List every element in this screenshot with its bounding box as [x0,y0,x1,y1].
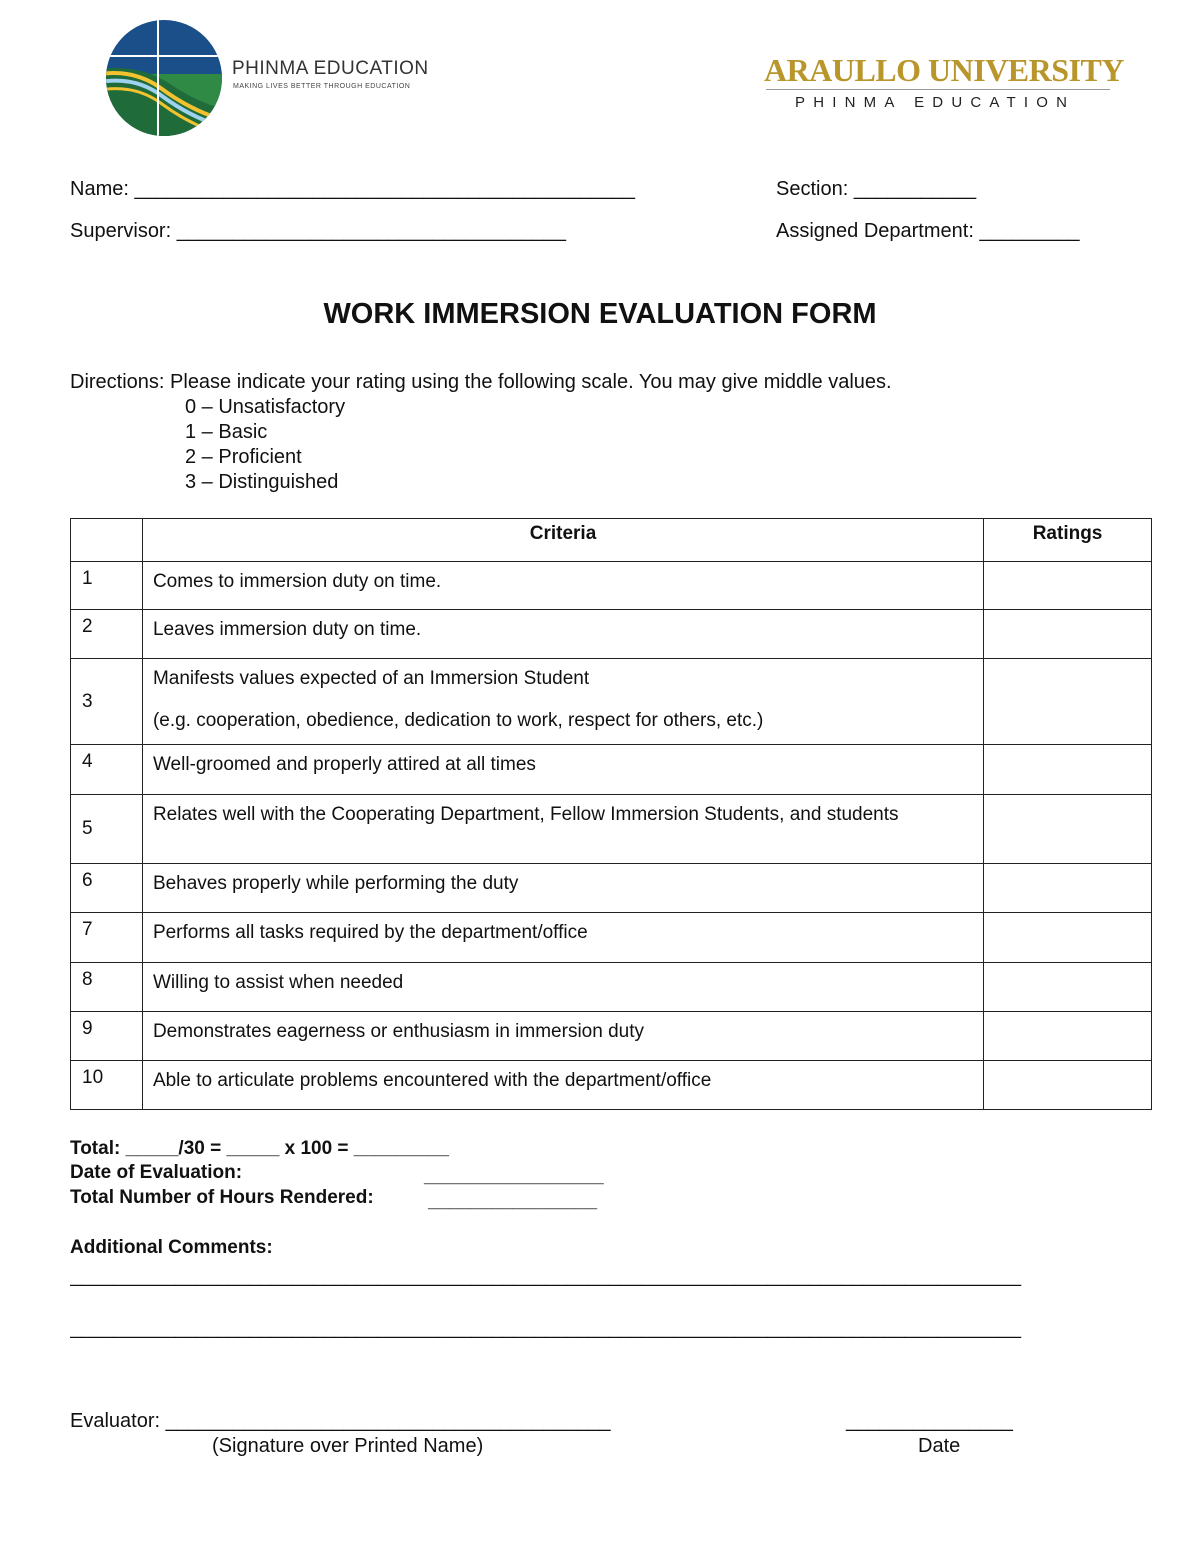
rating-cell[interactable] [984,610,1152,659]
form-title: WORK IMMERSION EVALUATION FORM [323,298,877,330]
date-caption: Date [918,1435,961,1457]
row-number: 9 [71,1012,143,1061]
row-number: 3 [71,659,143,745]
rating-cell[interactable] [984,1061,1152,1110]
criteria-cell: Behaves properly while performing the duty [142,864,983,913]
evaluator-signature-field[interactable]: Evaluator: ________________________________________ [70,1410,611,1432]
signature-caption: (Signature over Printed Name) [212,1435,484,1457]
directions-text: Directions: Please indicate your rating using the following scale. You may give middle values. [70,371,892,393]
rating-cell[interactable] [984,795,1152,864]
criteria-cell: Demonstrates eagerness or enthusiasm in immersion duty [142,1012,983,1061]
section-field[interactable]: Section: ___________ [776,178,977,200]
table-row [71,864,1152,913]
phinma-globe-icon [100,14,225,139]
araullo-logo-subtitle: PHINMA EDUCATION [795,94,1076,111]
rating-cell[interactable] [984,864,1152,913]
hours-rendered-label: Total Number of Hours Rendered: [70,1187,374,1208]
row-number: 7 [71,913,143,963]
table-row [71,610,1152,659]
row-number: 8 [71,963,143,1012]
header-criteria: Criteria [142,519,983,562]
header-number [71,519,143,562]
table-row [71,913,1152,963]
araullo-logo-divider [766,89,1110,90]
date-of-evaluation-field[interactable]: _________________ [424,1166,604,1187]
rating-cell[interactable] [984,1012,1152,1061]
evaluation-table [70,518,1152,1110]
scale-item: 2 – Proficient [185,446,302,468]
criteria-text: Manifests values expected of an Immersion Student [152,668,590,689]
rating-cell[interactable] [984,745,1152,795]
rating-scale [185,395,345,495]
name-field[interactable]: Name: _____________________________________________ [70,178,635,200]
araullo-university-logo: ARAULLO UNIVERSITY [764,52,1124,88]
table-header-row [71,519,1152,562]
supervisor-field[interactable]: Supervisor: ___________________________________ [70,220,567,242]
table-row [71,562,1152,610]
row-number: 6 [71,864,143,913]
scale-item: 3 – Distinguished [185,471,339,493]
additional-comments-label: Additional Comments: [70,1237,273,1258]
row-number: 10 [71,1061,143,1110]
rating-cell[interactable] [984,913,1152,963]
phinma-logo-text: PHINMA EDUCATION [232,58,429,79]
criteria-cell: Performs all tasks required by the department/office [142,913,983,963]
criteria-cell: Relates well with the Cooperating Department, Fellow Immersion Students, and students [142,795,983,864]
row-number: 2 [71,610,143,659]
hours-rendered-field[interactable]: ________________ [428,1191,598,1212]
assigned-department-field[interactable]: Assigned Department: _________ [776,220,1080,242]
rating-cell[interactable] [984,659,1152,745]
criteria-cell: Willing to assist when needed [142,963,983,1012]
table-row [71,1061,1152,1110]
scale-item: 0 – Unsatisfactory [185,396,346,418]
table-row [71,1012,1152,1061]
criteria-cell: Comes to immersion duty on time. [142,562,983,610]
header-ratings: Ratings [984,519,1152,562]
rating-cell[interactable] [984,963,1152,1012]
criteria-example-text: (e.g. cooperation, obedience, dedication to work, respect for others, etc.) [152,710,764,731]
evaluation-date-field[interactable]: _______________ [846,1410,1013,1432]
table-row [71,795,1152,864]
criteria-cell: Well-groomed and properly attired at all times [142,745,983,795]
row-number: 1 [71,562,143,610]
table-row [71,659,1152,745]
comment-line[interactable]: __________________________________________________________________________________________ [70,1266,1022,1287]
table-row [71,745,1152,795]
criteria-cell [142,659,983,745]
row-number: 4 [71,745,143,795]
table-row [71,963,1152,1012]
phinma-tagline: MAKING LIVES BETTER THROUGH EDUCATION [233,83,411,90]
criteria-cell: Able to articulate problems encountered with the department/office [142,1061,983,1110]
date-of-evaluation-label: Date of Evaluation: [70,1162,243,1183]
criteria-cell: Leaves immersion duty on time. [142,610,983,659]
row-number: 5 [71,795,143,864]
scale-item: 1 – Basic [185,421,268,443]
total-score-field[interactable]: Total: _____/30 = _____ x 100 = _________ [70,1138,449,1159]
comment-line[interactable]: __________________________________________________________________________________________ [70,1318,1022,1339]
rating-cell[interactable] [984,562,1152,610]
